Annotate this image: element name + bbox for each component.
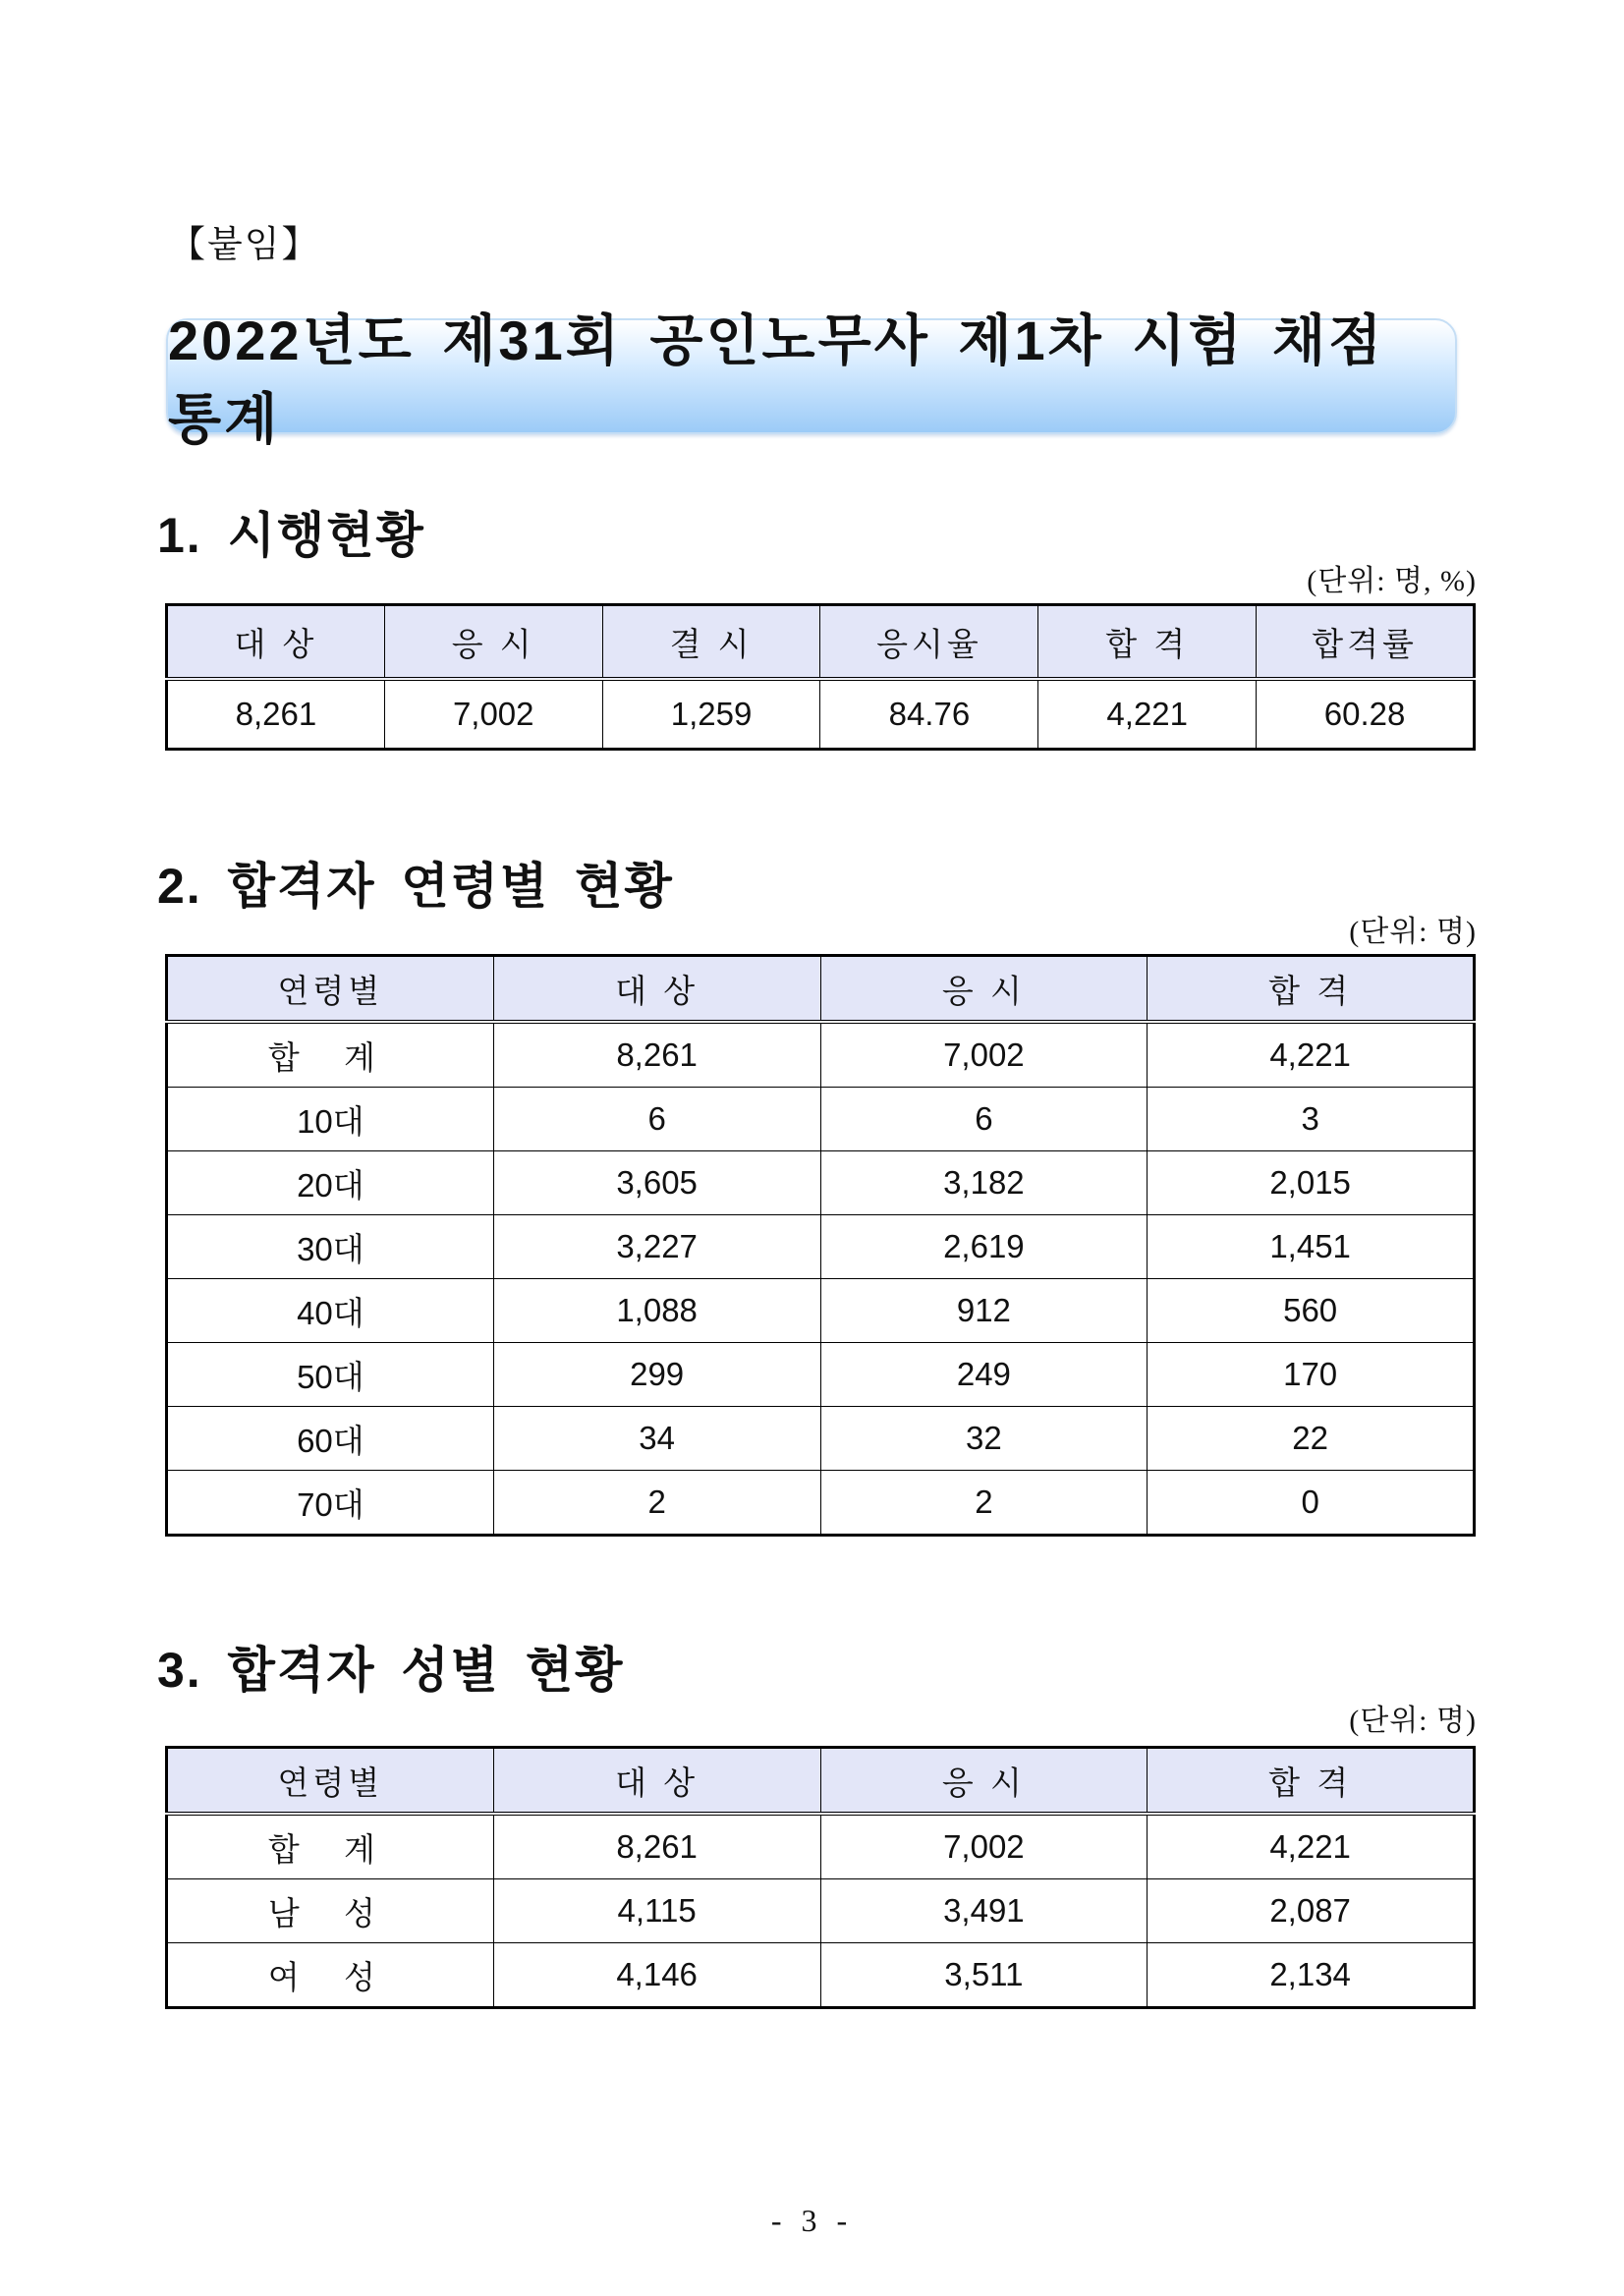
table-cell: 32 [820,1407,1148,1471]
table-row [167,1151,1475,1215]
table-row [167,1814,1475,1879]
table-cell: 60.28 [1257,679,1475,750]
table-row [167,679,1475,750]
table-cell: 4,115 [493,1879,820,1943]
table-cell: 3,491 [820,1879,1148,1943]
header-cell: 연령별 [167,956,494,1023]
table-cell: 4,221 [1148,1022,1475,1088]
title-banner [166,309,1457,450]
section1-heading: 1. 시행현황 [157,508,425,563]
header-cell: 대 상 [493,1748,820,1815]
table-row [167,1879,1475,1943]
header-cell: 합 격 [1148,956,1475,1023]
row-label-cell: 50대 [167,1343,494,1407]
table-cell: 2,087 [1148,1879,1475,1943]
table-row [167,1279,1475,1343]
table-cell: 8,261 [167,679,385,750]
age-table-body [167,1022,1475,1536]
table-cell: 6 [820,1088,1148,1151]
age-breakdown-table [165,954,1476,1537]
table-cell: 4,221 [1148,1814,1475,1879]
header-cell: 합 격 [1038,605,1257,680]
table-cell: 1,451 [1148,1215,1475,1279]
table-cell: 2 [493,1471,820,1536]
table-cell: 7,002 [820,1814,1148,1879]
row-label-cell: 20대 [167,1151,494,1215]
header-cell: 대 상 [167,605,385,680]
row-label-cell: 40대 [167,1279,494,1343]
table-cell: 249 [820,1343,1148,1407]
table-cell: 560 [1148,1279,1475,1343]
header-cell: 응 시 [384,605,602,680]
table-cell: 3,511 [820,1943,1148,2008]
page-number: - 3 - [770,2203,854,2238]
section2-heading: 2. 합격자 연령별 현황 [157,859,674,914]
header-cell: 응 시 [820,1748,1148,1815]
table-cell: 7,002 [384,679,602,750]
section1-unit-note: (단위: 명, %) [1307,565,1477,597]
table-cell: 912 [820,1279,1148,1343]
header-cell: 합 격 [1148,1748,1475,1815]
header-cell: 합격률 [1257,605,1475,680]
table-cell: 3 [1148,1088,1475,1151]
row-label-cell: 합 계 [167,1814,494,1879]
row-label-cell: 합 계 [167,1022,494,1088]
row-label-cell: 60대 [167,1407,494,1471]
table-cell: 170 [1148,1343,1475,1407]
table-cell: 1,259 [602,679,820,750]
table-header-row [167,956,1475,1023]
row-label-cell: 10대 [167,1088,494,1151]
table-row [167,1471,1475,1536]
row-label-cell: 30대 [167,1215,494,1279]
header-cell: 응 시 [820,956,1148,1023]
table-cell: 3,605 [493,1151,820,1215]
row-label-cell: 70대 [167,1471,494,1536]
table-cell: 2 [820,1471,1148,1536]
table-row [167,1343,1475,1407]
section3-unit-note: (단위: 명) [1349,1705,1477,1737]
document-title: 2022년도 제31회 공인노무사 제1차 시험 채점 통계 [168,309,1385,450]
table-cell: 7,002 [820,1022,1148,1088]
table-cell: 22 [1148,1407,1475,1471]
table-row [167,1022,1475,1088]
table-cell: 6 [493,1088,820,1151]
table-cell: 34 [493,1407,820,1471]
section3-heading: 3. 합격자 성별 현황 [157,1643,625,1698]
section2-unit-note: (단위: 명) [1349,916,1477,948]
table-cell: 4,146 [493,1943,820,2008]
table-row [167,1215,1475,1279]
table-row [167,1407,1475,1471]
table-header-row [167,1748,1475,1815]
header-cell: 연령별 [167,1748,494,1815]
table-cell: 0 [1148,1471,1475,1536]
table-cell: 1,088 [493,1279,820,1343]
table-cell: 2,619 [820,1215,1148,1279]
row-label-cell: 여 성 [167,1943,494,2008]
gender-table-body [167,1814,1475,2008]
table-cell: 84.76 [820,679,1038,750]
table-cell: 8,261 [493,1022,820,1088]
header-cell: 응시율 [820,605,1038,680]
table-row [167,1088,1475,1151]
table-cell: 3,182 [820,1151,1148,1215]
header-cell: 결 시 [602,605,820,680]
header-cell: 대 상 [493,956,820,1023]
table-cell: 2,134 [1148,1943,1475,2008]
table-cell: 2,015 [1148,1151,1475,1215]
attachment-label: 【붙임】 [169,225,320,265]
table-cell: 8,261 [493,1814,820,1879]
exam-overview-table [165,603,1476,751]
table-header-row [167,605,1475,680]
table-cell: 299 [493,1343,820,1407]
row-label-cell: 남 성 [167,1879,494,1943]
gender-breakdown-table [165,1746,1476,2009]
table-cell: 3,227 [493,1215,820,1279]
table-row [167,1943,1475,2008]
table-cell: 4,221 [1038,679,1257,750]
